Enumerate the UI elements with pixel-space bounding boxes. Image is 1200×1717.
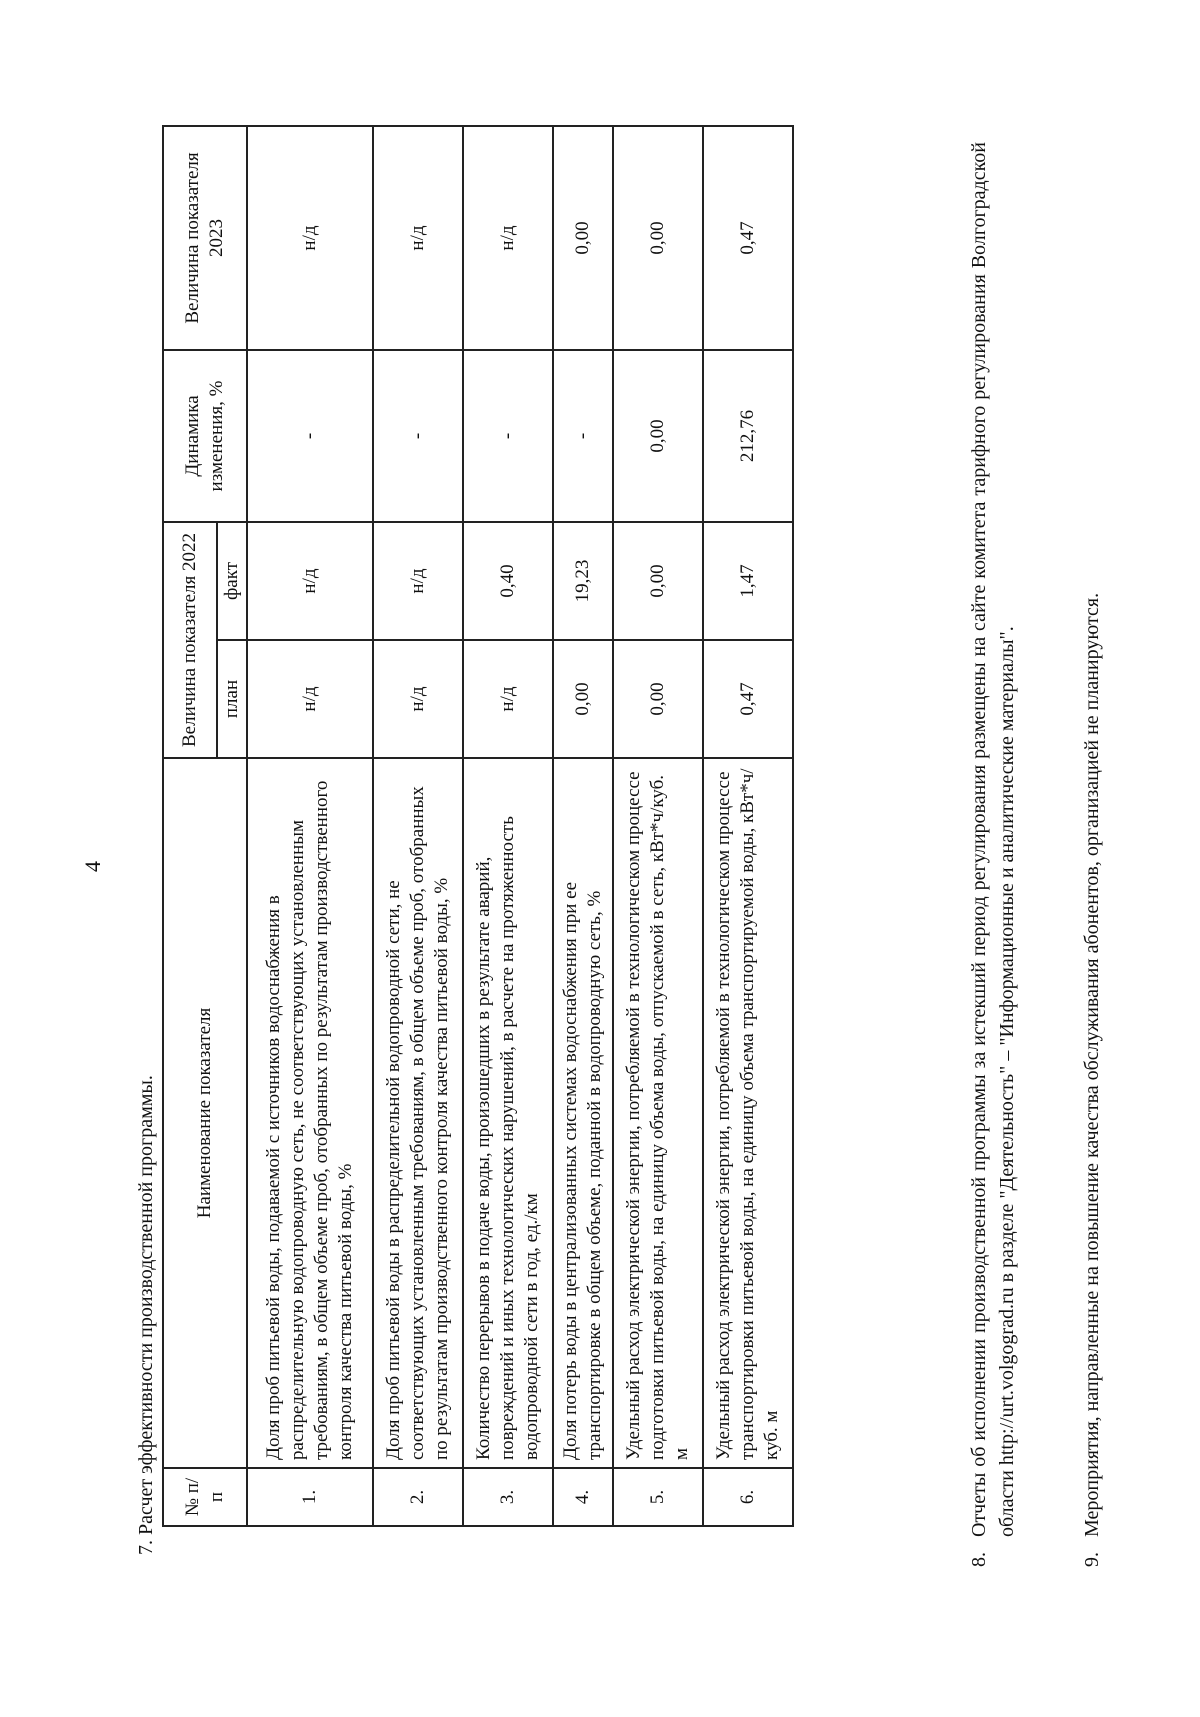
row-dynamics: - <box>463 350 553 522</box>
row-fact: н/д <box>247 522 373 640</box>
row-num: 4. <box>553 1468 613 1526</box>
row-name: Количество перерывов в подаче воды, произошедших в результате аварий, повреждений и иных технологических нарушений, в расчете на протяженность водопроводной сети в год, ед./км <box>463 758 553 1468</box>
row-num: 1. <box>247 1468 373 1526</box>
header-value-2022: Величина показателя 2022 <box>163 522 217 758</box>
page-number: 4 <box>80 861 105 872</box>
row-value-2023: 0,00 <box>553 126 613 350</box>
section-title: 7. Расчет эффективности производственной программы. <box>135 1075 157 1555</box>
table-row <box>463 126 553 1526</box>
row-num: 5. <box>613 1468 703 1526</box>
header-dynamics: Динамика изменения, % <box>163 350 247 522</box>
row-name: Доля потерь воды в централизованных системах водоснабжения при ее транспортировке в общем объеме, поданной в водопроводную сеть, % <box>553 758 613 1468</box>
row-name: Удельный расход электрической энергии, потребляемой в технологическом процессе транспортировки питьевой воды, на единицу объема транспортируемой воды, кВт*ч/куб. м <box>703 758 793 1468</box>
header-name: Наименование показателя <box>163 758 247 1468</box>
row-value-2023: н/д <box>463 126 553 350</box>
row-name: Удельный расход электрической энергии, потребляемой в технологическом процессе подготовки питьевой воды, на единицу объема воды, отпускаемой в сеть, кВт*ч/куб. м <box>613 758 703 1468</box>
header-num: № п/п <box>163 1468 247 1526</box>
row-name: Доля проб питьевой воды, подаваемой с источников водоснабжения в распределительную водопроводную сеть, не соответствующих установленным требованиям, в общем объеме проб, отобранных по результатам производственного контроля качества питьевой воды, % <box>247 758 373 1468</box>
row-num: 6. <box>703 1468 793 1526</box>
note-8 <box>965 142 1021 1567</box>
efficiency-table <box>162 125 794 1527</box>
row-fact: 0,00 <box>613 522 703 640</box>
row-fact: 19,23 <box>553 522 613 640</box>
row-plan: н/д <box>247 640 373 758</box>
row-name: Доля проб питьевой воды в распределительной водопроводной сети, не соответствующих установленным требованиям, в общем объеме проб, отобранных по результатам производственного контроля качества питьевой воды, % <box>373 758 463 1468</box>
note-8-number: 8. <box>968 1552 990 1567</box>
row-value-2023: н/д <box>247 126 373 350</box>
table-row <box>703 126 793 1526</box>
note-9-number: 9. <box>1081 1552 1103 1567</box>
row-value-2023: 0,00 <box>613 126 703 350</box>
row-value-2023: 0,47 <box>703 126 793 350</box>
note-9 <box>1078 142 1106 1567</box>
row-plan: н/д <box>463 640 553 758</box>
row-dynamics: - <box>247 350 373 522</box>
note-8-text: Отчеты об исполнении производственной программы за истекший период регулирования размещены на сайте комитета тарифного регулирования Волгоградской области http://urt.volgograd.ru в разделе "Деятельность" – "Информационные и аналитические материалы". <box>968 142 1018 1537</box>
header-value-2023: Величина показателя 2023 <box>163 126 247 350</box>
row-num: 2. <box>373 1468 463 1526</box>
table-row <box>373 126 463 1526</box>
row-num: 3. <box>463 1468 553 1526</box>
row-fact: 0,40 <box>463 522 553 640</box>
row-fact: н/д <box>373 522 463 640</box>
row-plan: 0,00 <box>613 640 703 758</box>
header-fact: факт <box>217 522 247 640</box>
note-9-text: Мероприятия, направленные на повышение качества обслуживания абонентов, организацией не планируются. <box>1081 592 1103 1537</box>
row-plan: н/д <box>373 640 463 758</box>
header-plan: план <box>217 640 247 758</box>
table-row <box>247 126 373 1526</box>
row-fact: 1,47 <box>703 522 793 640</box>
row-dynamics: 0,00 <box>613 350 703 522</box>
row-plan: 0,47 <box>703 640 793 758</box>
row-value-2023: н/д <box>373 126 463 350</box>
row-dynamics: - <box>553 350 613 522</box>
row-dynamics: - <box>373 350 463 522</box>
row-dynamics: 212,76 <box>703 350 793 522</box>
table-row <box>613 126 703 1526</box>
table-row <box>553 126 613 1526</box>
row-plan: 0,00 <box>553 640 613 758</box>
